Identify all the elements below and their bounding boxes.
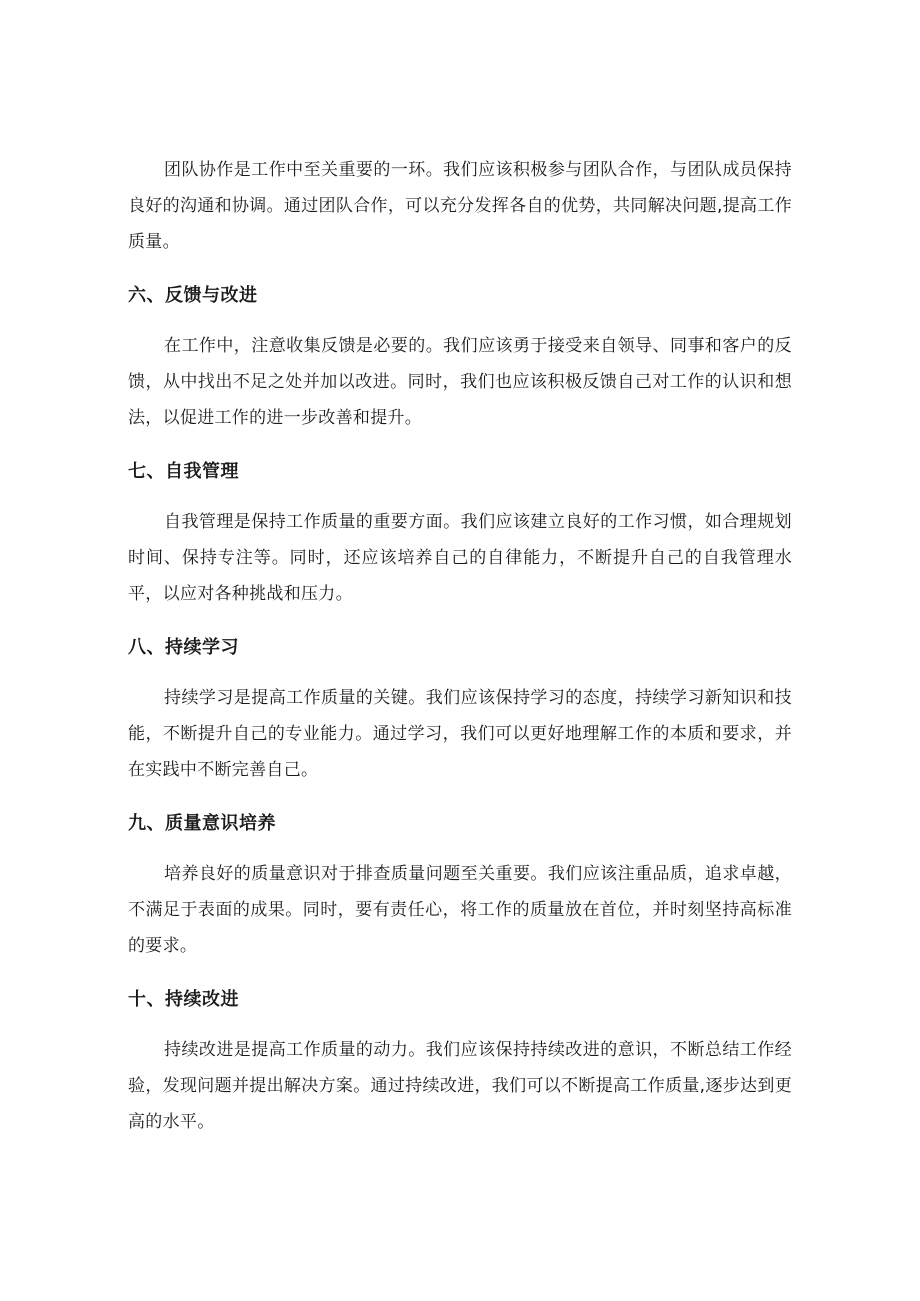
spacer [128, 964, 792, 986]
spacer [128, 436, 792, 458]
section-heading-self-management: 七、自我管理 [128, 461, 239, 482]
spacer [128, 612, 792, 634]
section-heading-continuous-improvement: 十、持续改进 [128, 989, 239, 1010]
section-heading-continuous-learning: 八、持续学习 [128, 637, 239, 658]
intro-paragraph: 团队协作是工作中至关重要的一环。我们应该积极参与团队合作，与团队成员保持良好的沟通和协调。通过团队合作，可以充分发挥各自的优势，共同解决问题,提高工作质量。 [128, 160, 792, 252]
document-body [128, 152, 792, 1140]
section-heading-quality-awareness: 九、质量意识培养 [128, 813, 276, 834]
section-body-quality-awareness: 培养良好的质量意识对于排查质量问题至关重要。我们应该注重品质，追求卓越，不满足于表面的成果。同时，要有责任心，将工作的质量放在首位，并时刻坚持高标准的要求。 [128, 864, 792, 956]
section-heading-feedback: 六、反馈与改进 [128, 285, 258, 306]
section-body-feedback: 在工作中，注意收集反馈是必要的。我们应该勇于接受来自领导、同事和客户的反馈，从中找出不足之处并加以改进。同时，我们也应该积极反馈自己对工作的认识和想法，以促进工作的进一步改善和提升。 [128, 336, 792, 428]
section-body-self-management: 自我管理是保持工作质量的重要方面。我们应该建立良好的工作习惯，如合理规划时间、保持专注等。同时，还应该培养自己的自律能力，不断提升自己的自我管理水平，以应对各种挑战和压力。 [128, 512, 792, 604]
spacer [128, 486, 792, 504]
spacer [128, 838, 792, 856]
spacer [128, 310, 792, 328]
spacer [128, 260, 792, 282]
section-body-continuous-improvement: 持续改进是提高工作质量的动力。我们应该保持持续改进的意识，不断总结工作经验，发现问题并提出解决方案。通过持续改进，我们可以不断提高工作质量,逐步达到更高的水平。 [128, 1040, 792, 1132]
spacer [128, 1014, 792, 1032]
spacer [128, 788, 792, 810]
section-body-continuous-learning: 持续学习是提高工作质量的关键。我们应该保持学习的态度，持续学习新知识和技能，不断提升自己的专业能力。通过学习，我们可以更好地理解工作的本质和要求，并在实践中不断完善自己。 [128, 688, 792, 780]
spacer [128, 662, 792, 680]
